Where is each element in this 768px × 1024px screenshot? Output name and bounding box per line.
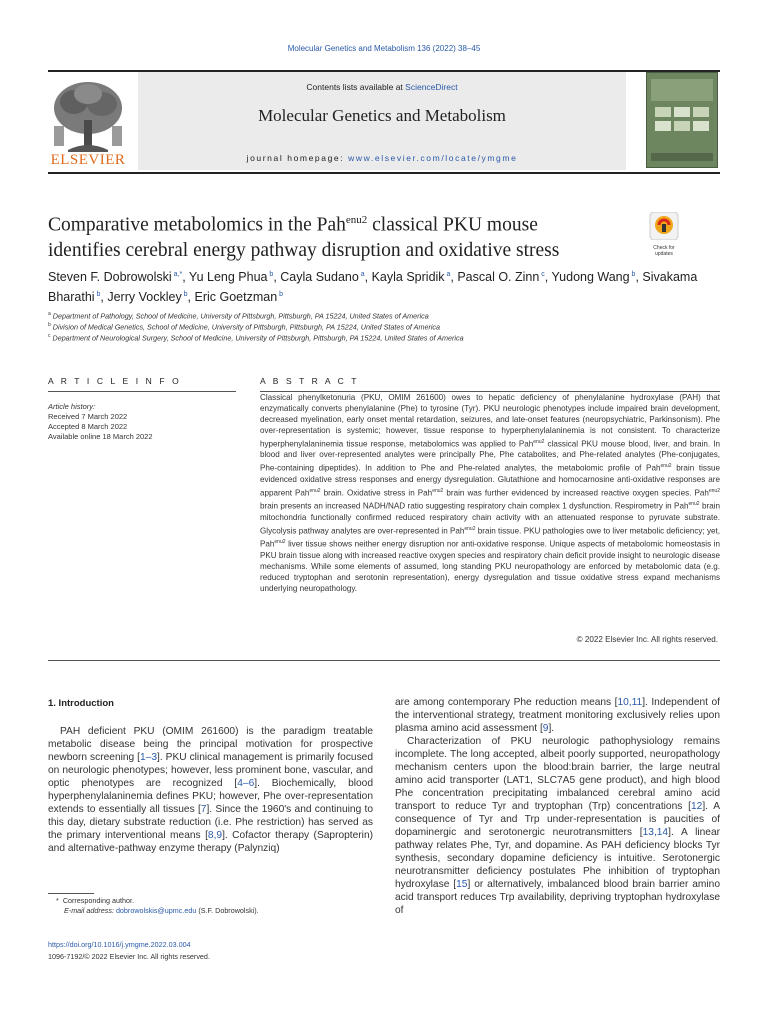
body-column-left	[48, 725, 373, 855]
intro-paragraph-continued	[395, 696, 720, 735]
check-updates-label: Check for updates	[653, 245, 675, 257]
paragraph-text: ].	[548, 723, 555, 734]
abstract-sup: enu2	[309, 487, 321, 494]
citation-link[interactable]: 4–6	[237, 778, 255, 789]
affiliation-a-sup: a	[48, 311, 51, 317]
abstract-sup: enu2	[660, 463, 672, 470]
author-affiliation-sup[interactable]: b	[629, 271, 636, 278]
author-separator: ,	[635, 270, 643, 285]
footnote-rule	[48, 893, 94, 894]
citation-link[interactable]: 8,9	[207, 830, 223, 841]
paragraph-text: ]. A linear pathway relates Phe, Tyr, and dopamine. As PAH deficiency blocks Tyr synthesis, secondary dopamine deficiency is intuitive. Serotonergic neurotransmitter deficiency postulates Phe inhibition of tryptophan hydroxylase [	[395, 827, 720, 890]
check-updates-icon	[646, 212, 682, 240]
paragraph-text: ]. Since the 1960's and continuing to this day, dietary substrate reduction (i.e. Phe restriction) has served as the primary interventional means [	[48, 804, 373, 841]
abstract-sup: enu2	[464, 525, 476, 532]
history-online: Available online 18 March 2022	[48, 432, 153, 441]
abstract-seg-1: Classical phenylketonuria (PKU, OMIM 261600) owes to hepatic deficiency of phenylalanine hydroxylase (PAH) that enzymatically converts phenylalanine (Phe) to tyrosine (Tyr). PKU neurologic phenotypes include impaired brain development, decreased myelination, early onset mental retardation, seizures, and late-onset features (neuropsychiatric, Parkinsonism). Phe over-representation is systemic; however, tissue response to hyperphenylalaninemia is not consistent. To characterize hyperphenylalaninemia tissue response, metabolomics was applied to Pah	[260, 393, 720, 449]
paragraph-text: ] or alternatively, imbalanced blood brain barrier amino acid transport reduces Trp availability, depriving tryptophan hydroxylase of	[395, 879, 720, 916]
citation-link[interactable]: 9	[542, 723, 549, 734]
abstract-sup: enu2	[533, 438, 545, 445]
citation-link[interactable]: 7	[200, 804, 207, 815]
author-affiliation-sup[interactable]: c	[539, 271, 545, 278]
article-info-heading: A R T I C L E I N F O	[48, 376, 182, 386]
author-separator: ,	[182, 270, 189, 285]
author-name[interactable]: Pascal O. Zinn	[457, 270, 540, 285]
abstract-seg-4: brain. Oxidative stress in Pah	[320, 488, 433, 498]
footnote-email-suffix: (S.F. Dobrowolski).	[196, 906, 259, 915]
abstract-sup: enu2	[688, 501, 700, 508]
footnote-star: *	[56, 896, 59, 905]
contents-prefix: Contents lists available at	[306, 82, 406, 92]
journal-reference[interactable]: Molecular Genetics and Metabolism 136 (2022) 38–45	[287, 44, 481, 53]
abstract-sup: enu2	[274, 539, 286, 546]
footnote-email	[64, 906, 389, 916]
abstract-heading: A B S T R A C T	[260, 376, 360, 386]
author-separator: ,	[450, 270, 458, 285]
abstract-copyright: © 2022 Elsevier Inc. All rights reserved.	[576, 635, 718, 644]
elsevier-wordmark: ELSEVIER	[50, 152, 126, 168]
homepage-link[interactable]: www.elsevier.com/locate/ymgme	[348, 153, 518, 163]
author-name[interactable]: Yudong Wang	[551, 270, 630, 285]
history-accepted: Accepted 8 March 2022	[48, 422, 128, 431]
author-name[interactable]: Yu Leng Phua	[188, 270, 268, 285]
paragraph-text: ]. Cofactor therapy (Sapropterin) and alternative-pathway enzyme therapy (Palynziq)	[48, 830, 374, 854]
intro-paragraph-1	[48, 725, 373, 855]
citation-link[interactable]: 15	[456, 879, 468, 890]
paragraph-text: ]. PKU clinical management is primarily focused on neurologic phenotypes; however, less prominent bone, vascular, and optic phenotypes are recognized [	[48, 752, 374, 789]
author-affiliation-sup[interactable]: b	[94, 291, 101, 299]
author-list	[48, 266, 718, 306]
author-name[interactable]: Cayla Sudano	[280, 270, 359, 285]
affiliation-c-sup: c	[48, 333, 51, 339]
journal-cover-thumbnail[interactable]	[646, 72, 718, 168]
title-part-1: Comparative metabolomics in the Pah	[48, 214, 346, 236]
issn-line: 1096-7192/© 2022 Elsevier Inc. All rights reserved.	[48, 952, 210, 961]
contents-line	[138, 82, 626, 92]
paragraph-text: ]. Independent of the interventional strategy, treatment monitoring exclusively relies upon plasma amino acid assessment [	[395, 697, 720, 734]
author-name[interactable]: Eric Goetzman	[194, 290, 278, 305]
journal-title: Molecular Genetics and Metabolism	[258, 106, 506, 125]
paragraph-text: ]. Biochemically, blood hyperphenylalaninemia defines PKU; however, Phe over-representation extends to essentially all tissues [	[48, 778, 373, 815]
citation-link[interactable]: 10,11	[617, 697, 643, 708]
abstract-seg-5: brain was further evidenced by increased reactive oxygen species. Pah	[443, 488, 709, 498]
section-heading-introduction: 1. Introduction	[48, 698, 114, 709]
abstract-sup: enu2	[432, 487, 444, 494]
journal-homepage	[138, 153, 626, 163]
author-separator: ,	[100, 290, 108, 305]
author-affiliation-sup[interactable]: b	[181, 291, 188, 299]
abstract-seg-3: brain tissue evidenced oxidative stress responses and energy dysregulation. Glutathione and homocarnosine anti-oxidative responses are apparent Pah	[260, 463, 720, 498]
abstract-seg-7: brain mitochondria functionally confirmed reduced respiratory chain activity with an attenuated response to pyruvate substrate. Glycolysis pathway analytes are over-represented in Pah	[260, 501, 720, 536]
footnote-email-label: E-mail address:	[64, 906, 116, 915]
abstract-seg-2: classical PKU mouse blood, liver, and brain. In blood and liver over-represented analytes were principally Phe, Phe catabolites, and Phe-related analytes (Phe-conjugates, Phe-containing dipeptides). In addition to Phe and Phe-related analytes, the metabolomic profile of Pah	[260, 439, 720, 473]
history-label: Article history:	[48, 402, 96, 411]
author-affiliation-sup[interactable]: a	[358, 271, 365, 278]
abstract-text	[260, 393, 720, 595]
author-name[interactable]: Kayla Spridik	[371, 270, 445, 285]
article-info-rule	[48, 391, 236, 392]
author-name[interactable]: Sivakama Bharathi	[48, 270, 698, 305]
author-affiliation-sup[interactable]: b	[277, 291, 284, 299]
paragraph-text: are among contemporary Phe reduction means [	[395, 697, 618, 708]
author-affiliation-sup[interactable]: b	[267, 271, 274, 278]
citation-link[interactable]: 12	[690, 801, 703, 812]
affiliation-b-text: Division of Medical Genetics, School of Medicine, University of Pittsburgh, Pittsburgh, PA 15224, United States of America	[52, 322, 441, 332]
author-affiliation-sup[interactable]: a	[444, 271, 451, 278]
body-column-right	[395, 696, 720, 917]
affiliation-c-text: Department of Neurological Surgery, School of Medicine, University of Pittsburgh, Pittsburgh, PA 15224, United States of America	[52, 333, 464, 343]
affiliation-b-sup: b	[48, 322, 51, 328]
abstract-seg-8: brain tissue. PKU pathologies owe to liver metabolic deficiency; yet, Pah	[260, 526, 720, 549]
abstract-bottom-rule	[48, 660, 720, 661]
author-separator: ,	[544, 270, 552, 285]
header-bottom-rule	[48, 172, 720, 174]
article-history	[48, 402, 228, 442]
sciencedirect-link[interactable]: ScienceDirect	[405, 82, 458, 92]
cover-art-icon	[647, 73, 717, 167]
paragraph-text: PAH deficient PKU (OMIM 261600) is the paradigm treatable metabolic disease being the principal motivation for prospective newborn screening [	[48, 726, 373, 763]
author-name[interactable]: Steven F. Dobrowolski	[48, 270, 172, 285]
paragraph-text: Characterization of PKU neurologic pathophysiology remains incomplete. The long accepted, albeit poorly supported, neuropathology mechanism centers upon the blood:brain barrier, the large neutral amino acid transporter (LAT1, SLC7A5 gene product), and high blood Phe concentration precipitating imbalanced cerebral amino acid transport to reduce Tyr and tryptophan (Trp) concentrations [	[395, 736, 720, 812]
affiliation-a-text: Department of Pathology, School of Medicine, University of Pittsburgh, Pittsburgh, PA 15224, United States of America	[52, 311, 429, 321]
author-separator: ,	[273, 270, 281, 285]
doi-link[interactable]: https://doi.org/10.1016/j.ymgme.2022.03.004	[48, 940, 191, 949]
footnote-corresponding	[56, 896, 381, 906]
abstract-sup: enu2	[708, 487, 720, 494]
title-part-2: classical PKU mouse identifies cerebral energy pathway disruption and oxidative stress	[48, 214, 560, 261]
footnote-email-link[interactable]: dobrowolskis@upmc.edu	[115, 906, 197, 915]
abstract-seg-9: liver tissue shows neither energy disruption nor anti-oxidative response. Unique aspects of metabolomic homeostasis in PKU brain tissue along with increased reactive oxygen species and respiratory chain deficit provide insight to neurologic disease mechanisms. While some elements of assumed, long standing PKU neuropathology are enforced by metabolomic data (e.g. reduced tryptophan and serotonin representation), energy dysregulation and tissue oxidative stress expand mechanisms underlying neuropathology.	[260, 540, 720, 593]
author-separator: ,	[187, 290, 195, 305]
author-affiliation-sup[interactable]: a,*	[171, 271, 183, 278]
homepage-prefix: journal homepage:	[246, 153, 349, 163]
footnote-corresponding-text: Corresponding author.	[62, 896, 134, 905]
author-name[interactable]: Jerry Vockley	[107, 290, 182, 305]
abstract-seg-6: brain presents an increased NADH/NAD ratio suggesting respiratory chain complex 1 dysfunction. Respirometry in Pah	[260, 501, 689, 511]
citation-link[interactable]: 1–3	[140, 752, 158, 763]
history-received: Received 7 March 2022	[48, 412, 128, 421]
paragraph-text: ]. A consequence of Tyr and Trp under-representation is paucities of dopaminergic and serotonergic neurotransmitters [	[395, 801, 720, 838]
abstract-rule	[260, 391, 720, 392]
citation-link[interactable]: 13,14	[642, 827, 669, 838]
article-title	[48, 208, 608, 263]
title-superscript: enu2	[345, 214, 368, 226]
affiliation-c	[48, 331, 718, 343]
check-for-updates-badge[interactable]	[646, 212, 682, 257]
intro-paragraph-2	[395, 735, 720, 917]
author-separator: ,	[364, 270, 372, 285]
